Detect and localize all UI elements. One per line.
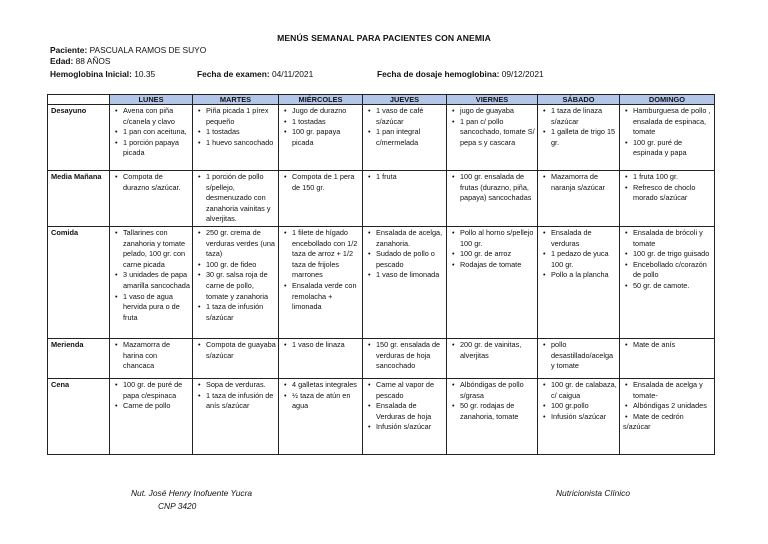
menu-item: • jugo de guayaba [450,106,535,117]
menu-cell [620,105,715,171]
dosage-date: 09/12/2021 [501,69,544,79]
menu-cell [447,379,538,455]
menu-cell [110,171,193,227]
day-header-martes: MARTES [193,95,279,105]
menu-item: • 1 vaso de linaza [282,340,360,351]
menu-item: • Pollo al horno s/pellejo 100 gr. [450,228,535,249]
menu-item: • Hamburguesa de pollo , ensalada de espinaca, tomate [623,106,712,138]
day-header-miercoles: MIÉRCOLES [279,95,363,105]
menu-cell [193,171,279,227]
menu-cell [193,105,279,171]
table-row [48,171,715,227]
menu-cell [538,227,620,339]
menu-item: • Compota de 1 pera de 150 gr. [282,172,360,193]
menu-cell [279,339,363,379]
menu-item: • Ensalada de acelga y tomate- [623,380,712,401]
menu-item: • 1 tostadas [196,127,276,138]
menu-item: • Mate de cedrón [623,412,712,423]
menu-cell [363,227,447,339]
menu-item: • 1 huevo sancochado [196,138,276,149]
exam-date-line [197,69,313,79]
menu-item: • 1 fruta 100 gr. [623,172,712,183]
menu-cell [363,105,447,171]
menu-item: • 100 gr. papaya picada [282,127,360,148]
menu-item: • 50 gr. de camote. [623,281,712,292]
menu-item: • 1 taza de infusión de anís s/azúcar [196,391,276,412]
menu-item: • 1 vaso de limonada [366,270,444,281]
meal-label: Cena [48,379,110,455]
menu-item: • Ensalada de Verduras de hoja [366,401,444,422]
table-row [48,339,715,379]
table-row [48,105,715,171]
menu-item: • Compota de durazno s/azúcar. [113,172,190,193]
meal-label: Desayuno [48,105,110,171]
menu-item: • Pollo a la plancha [541,270,617,281]
menu-item: • Encebollado c/corazón de pollo [623,260,712,281]
menu-item: • Infusión s/azúcar [366,422,444,433]
day-header-jueves: JUEVES [363,95,447,105]
menu-item: • 100 gr. ensalada de frutas (durazno, piña, papaya) sancochadas [450,172,535,204]
menu-item: • 100 gr.pollo [541,401,617,412]
menu-item: • pollo desastillado/acelga y tomate [541,340,617,372]
exam-date: 04/11/2021 [271,69,314,79]
menu-item: • Ensalada verde con remolacha + limonada [282,281,360,313]
meal-label: Merienda [48,339,110,379]
menu-item: • Piña picada 1 pírex pequeño [196,106,276,127]
menu-item: • Infusión s/azúcar [541,412,617,423]
menu-cell [447,339,538,379]
patient-name: PASCUALA RAMOS DE SUYO [89,45,207,55]
menu-item: • Ensalada de acelga, zanahoria. [366,228,444,249]
menu-item: • Ensalada de brócoli y tomate [623,228,712,249]
menu-item: • 1 vaso de café s/azúcar [366,106,444,127]
menu-cell [279,105,363,171]
menu-item: • ½ taza de atún en agua [282,391,360,412]
menu-item: • 1 porción de pollo s/pellejo, desmenuzado con zanahoria vainitas y alverjitas. [196,172,276,225]
menu-item: • Jugo de durazno [282,106,360,117]
menu-item: • 50 gr. rodajas de zanahoria, tomate [450,401,535,422]
menu-item: • 4 galletas integrales [282,380,360,391]
menu-item: • 1 filete de hígado encebollado con 1/2 taza de arroz + 1/2 taza de frijoles marrones [282,228,360,281]
menu-item: • 1 galleta de trigo 15 gr. [541,127,617,148]
menu-cell [110,379,193,455]
menu-item: • 100 gr. de puré de papa c/espinaca [113,380,190,401]
hemoglobin-value: 10.35 [134,69,156,79]
patient-name-line [50,45,206,55]
nutritionist-cnp: CNP 3420 [158,501,197,511]
menu-table-body [48,105,715,455]
menu-item: • 100 gr. de fideo [196,260,276,271]
header-corner-cell [48,95,110,105]
menu-item: s/azúcar [623,422,651,432]
menu-item: • Ensalada de verduras [541,228,617,249]
menu-item: • Rodajas de tomate [450,260,535,271]
menu-cell [279,227,363,339]
menu-item: • Mazamorra de harina con chancaca [113,340,190,372]
menu-item: • 1 tostadas [282,117,360,128]
menu-cell [447,105,538,171]
meal-label: Comida [48,227,110,339]
menu-cell [110,227,193,339]
table-row [48,379,715,455]
menu-item: • Tallarines con zanahoria y tomate pelado, 100 gr. con carne picada [113,228,190,270]
table-row [48,227,715,339]
menu-cell [538,379,620,455]
menu-item: • 200 gr. de vainitas, alverjitas [450,340,535,361]
menu-cell [193,227,279,339]
menu-item: • Sopa de verduras. [196,380,276,391]
weekly-menu-table [47,94,715,455]
menu-item: • Compota de guayaba s/azúcar [196,340,276,361]
menu-cell [620,171,715,227]
menu-cell [363,379,447,455]
menu-cell [447,227,538,339]
patient-name-label: Paciente: [50,45,88,55]
hemoglobin-label: Hemoglobina Inicial: [50,69,132,79]
menu-item: • 1 pan c/ pollo sancochado, tomate S/ pepa s y cascara [450,117,535,149]
menu-item: • Albóndigas 2 unidades [623,401,712,412]
menu-item: • 1 pan integral c/mermelada [366,127,444,148]
menu-cell [620,339,715,379]
menu-item: • 1 pedazo de yuca 100 gr. [541,249,617,270]
menu-cell [193,379,279,455]
menu-item: • 150 gr. ensalada de verduras de hoja sancochado [366,340,444,372]
menu-item: • 100 gr. puré de espinada y papa [623,138,712,159]
menu-item: • Sudado de pollo o pescado [366,249,444,270]
exam-date-label: Fecha de examen: [197,69,270,79]
hemoglobin-line [50,69,155,79]
nutritionist-name: Nut. José Henry Inofuente Yucra [131,488,253,498]
menu-item: • 1 taza de infusión s/azúcar [196,302,276,323]
menu-item: • 1 taza de linaza s/azúcar [541,106,617,127]
menu-item: • 3 unidades de papa amarilla sancochada [113,270,190,291]
menu-item: • 30 gr. salsa roja de carne de pollo, tomate y zanahoria [196,270,276,302]
menu-cell [620,379,715,455]
menu-cell [363,339,447,379]
menu-item: • 1 pan con aceituna, [113,127,190,138]
dosage-date-line [377,69,544,79]
menu-cell [620,227,715,339]
menu-cell [110,339,193,379]
table-header-row [48,95,715,105]
nutritionist-role: Nutricionista Clínico [556,488,631,498]
menu-item: • 1 fruta [366,172,444,183]
menu-cell [279,379,363,455]
menu-cell [538,105,620,171]
menu-item: • Mate de anís [623,340,712,351]
menu-item: • Avena con piña c/canela y clavo [113,106,190,127]
menu-cell [538,339,620,379]
day-header-viernes: VIERNES [447,95,538,105]
day-header-sabado: SÁBADO [538,95,620,105]
patient-age: 88 AÑOS [75,56,111,66]
menu-item: • 100 gr. de arroz [450,249,535,260]
menu-item: • 100 gr. de calabaza, c/ caigua [541,380,617,401]
patient-age-line [50,56,111,66]
menu-item: • Carne de pollo [113,401,190,412]
day-header-lunes: LUNES [110,95,193,105]
menu-cell [110,105,193,171]
meal-label: Media Mañana [48,171,110,227]
menu-item: • 1 vaso de agua hervida pura o de fruta [113,292,190,324]
menu-item: • 250 gr. crema de verduras verdes (una taza) [196,228,276,260]
menu-cell [363,171,447,227]
menu-item: • 100 gr. de trigo guisado [623,249,712,260]
menu-item: • 1 porción papaya picada [113,138,190,159]
day-header-domingo: DOMINGO [620,95,715,105]
menu-cell [279,171,363,227]
menu-cell [193,339,279,379]
menu-item: • Albóndigas de pollo s/grasa [450,380,535,401]
menu-item: • Refresco de choclo morado s/azúcar [623,183,712,204]
document-title: MENÚS SEMANAL PARA PACIENTES CON ANEMIA [277,33,491,43]
menu-item: • Mazamorra de naranja s/azúcar [541,172,617,193]
menu-cell [538,171,620,227]
menu-cell [447,171,538,227]
menu-item: • Carne al vapor de pescado [366,380,444,401]
patient-age-label: Edad: [50,56,74,66]
dosage-date-label: Fecha de dosaje hemoglobina: [377,69,500,79]
